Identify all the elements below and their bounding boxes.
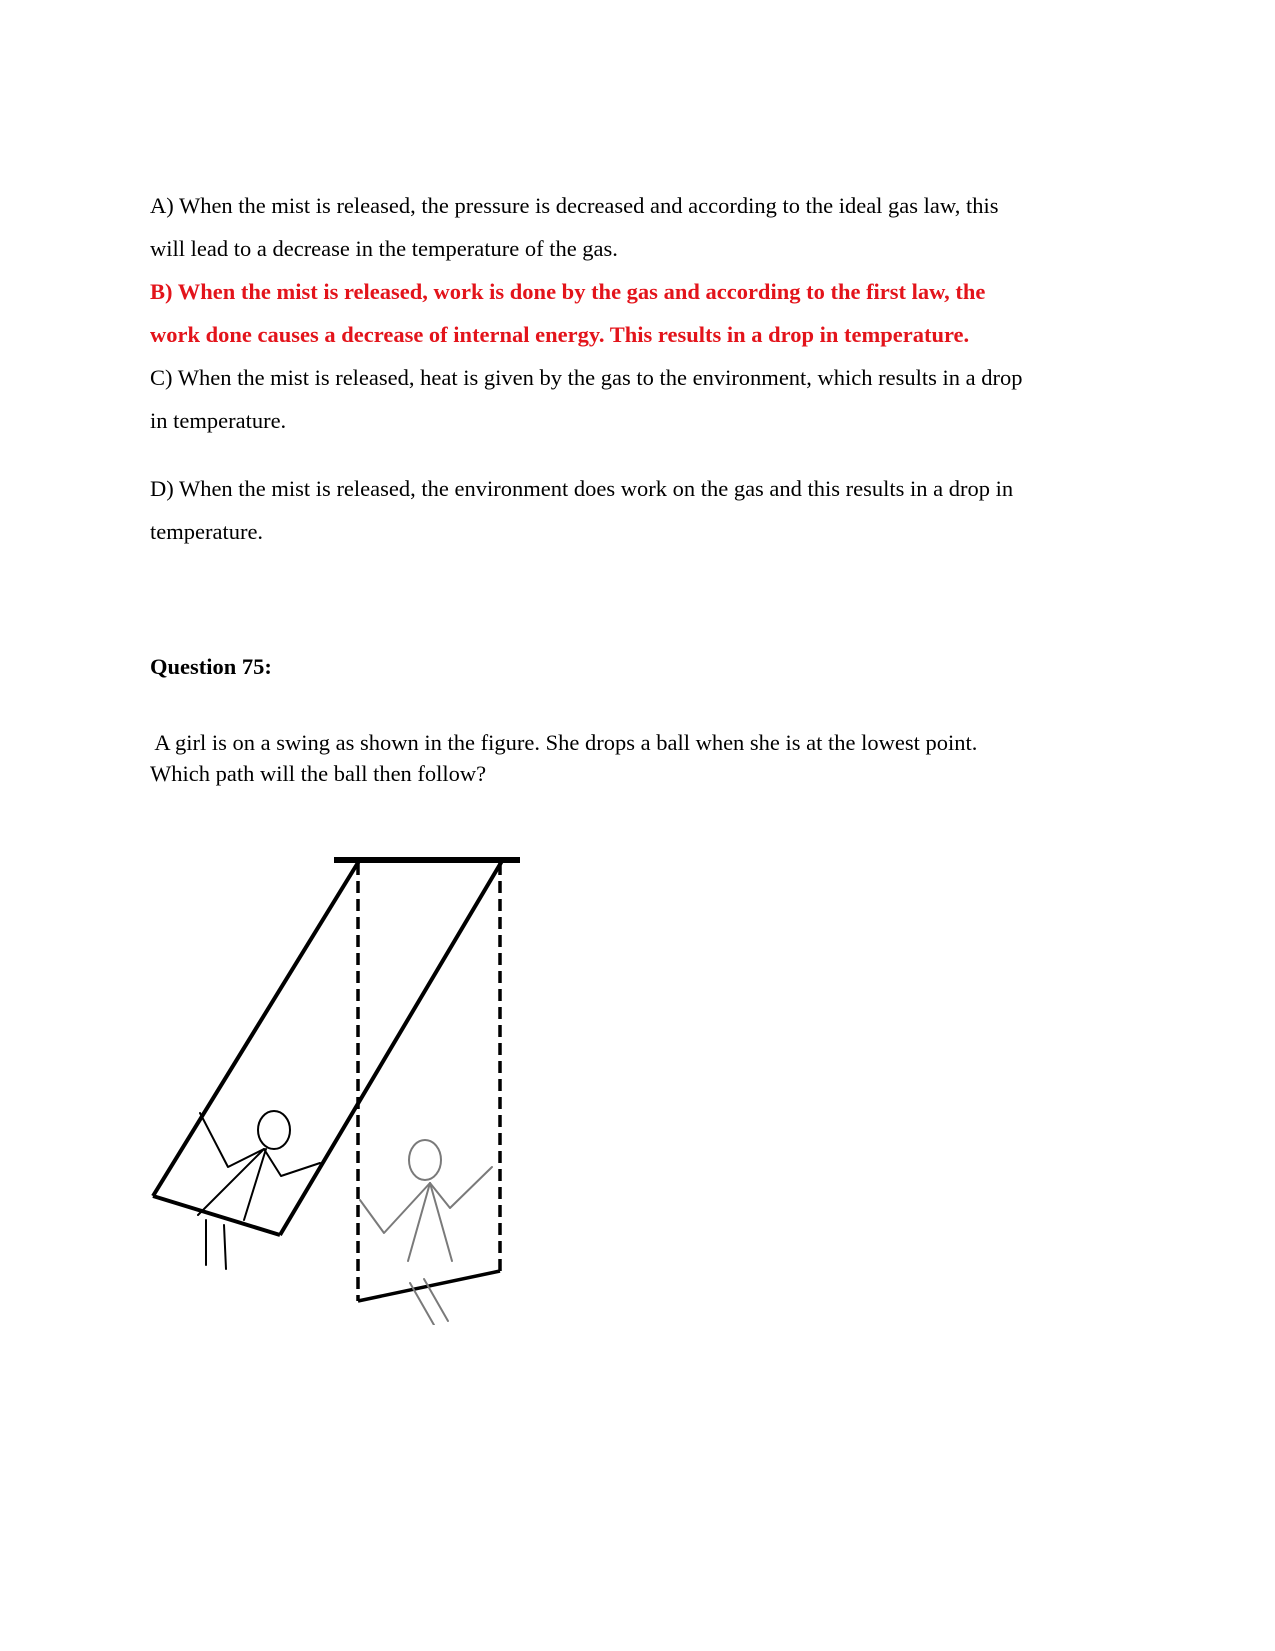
girl-swung-body (244, 1149, 266, 1220)
swing-swung-position (153, 861, 502, 1235)
choice-a-line-1: A) When the mist is released, the pressure is decreased and according to the ideal gas law, this (150, 193, 999, 218)
choice-c-line-1: C) When the mist is released, heat is given by the gas to the environment, which results in a drop (150, 365, 1023, 390)
girl-swung-right-arm (264, 1149, 320, 1176)
girl-swung-right-leg (224, 1225, 226, 1269)
swing-figure (140, 845, 540, 1325)
girl-lowest-left-arm (360, 1183, 430, 1233)
question-prompt-line-1: A girl is on a swing as shown in the figure. She drops a ball when she is at the lowest point. (150, 730, 978, 755)
choice-b-line-2: work done causes a decrease of internal energy. This results in a drop in temperature. (150, 322, 970, 347)
girl-swung-back-line (198, 1149, 264, 1215)
choice-d-line-1: D) When the mist is released, the environment does work on the gas and this results in a drop in (150, 476, 1014, 501)
girl-lowest-right-arm (430, 1167, 492, 1208)
choice-d-line-2: temperature. (150, 519, 264, 544)
girl-swung-position (198, 1111, 320, 1269)
choice-c-line-2: in temperature. (150, 408, 287, 433)
girl-swung-head (258, 1111, 290, 1149)
question-prompt-line-2: Which path will the ball then follow? (150, 761, 487, 786)
swing-lowest-position (358, 863, 500, 1301)
girl-lowest-body-right (430, 1183, 452, 1261)
question-heading: Question 75: (150, 654, 272, 679)
girl-lowest-head (409, 1140, 441, 1180)
choice-a-line-2: will lead to a decrease in the temperature of the gas. (150, 236, 618, 261)
choice-b-line-1: B) When the mist is released, work is done by the gas and according to the first law, the (150, 279, 986, 304)
